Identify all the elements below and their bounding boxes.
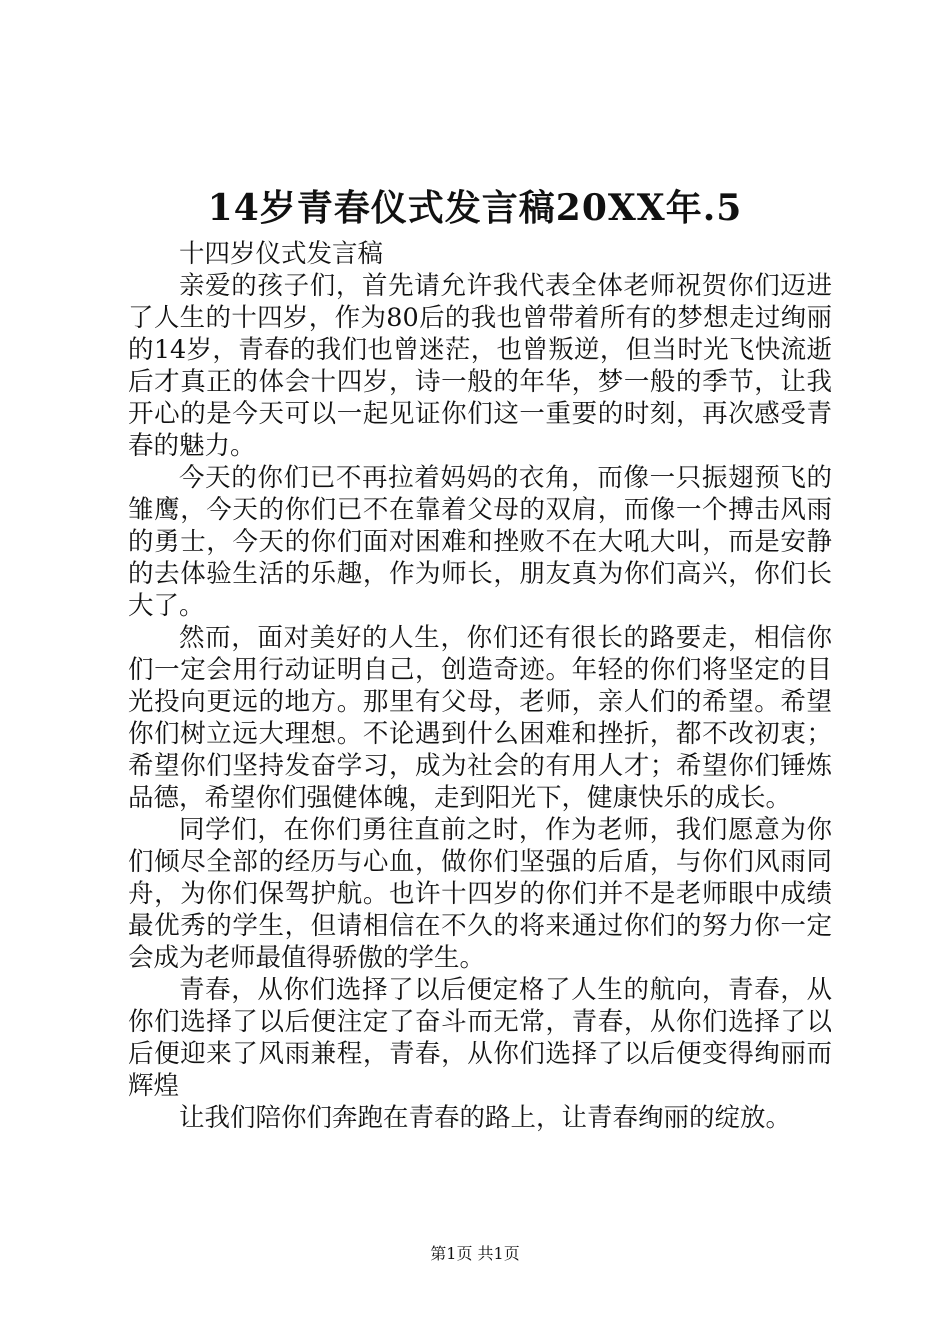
body-paragraph: 青春，从你们选择了以后便定格了人生的航向，青春，从你们选择了以后便注定了奋斗而无常，青春，从你们选择了以后便迎来了风雨兼程，青春，从你们选择了以后便变得绚丽而辉煌 (128, 975, 832, 1101)
document-body (128, 238, 832, 1134)
body-paragraph: 今天的你们已不再拉着妈妈的衣角，而像一只振翅预飞的雏鹰，今天的你们已不在靠着父母的双肩，而像一个搏击风雨的勇士，今天的你们面对困难和挫败不在大吼大叫，而是安静的去体验生活的乐趣，作为师长，朋友真为你们高兴，你们长大了。 (128, 463, 832, 621)
body-paragraph: 然而，面对美好的人生，你们还有很长的路要走，相信你们一定会用行动证明自己，创造奇迹。年轻的你们将坚定的目光投向更远的地方。那里有父母，老师，亲人们的希望。希望你们树立远大理想。不论遇到什么困难和挫折，都不改初衷；希望你们坚持发奋学习，成为社会的有用人才；希望你们锤炼品德，希望你们强健体魄，走到阳光下，健康快乐的成长。 (128, 623, 832, 813)
subtitle-paragraph: 十四岁仪式发言稿 (179, 239, 384, 269)
document-title: 14岁青春仪式发言稿20XX年.5 (207, 187, 743, 229)
body-paragraph: 亲爱的孩子们，首先请允许我代表全体老师祝贺你们迈进了人生的十四岁，作为80后的我也曾带着所有的梦想走过绚丽的14岁，青春的我们也曾迷茫，也曾叛逆，但当时光飞快流逝后才真正的体会十四岁，诗一般的年华，梦一般的季节，让我开心的是今天可以一起见证你们这一重要的时刻，再次感受青春的魅力。 (128, 271, 832, 461)
closing-paragraph: 让我们陪你们奔跑在青春的路上，让青春绚丽的绽放。 (179, 1103, 792, 1133)
body-paragraph: 同学们，在你们勇往直前之时，作为老师，我们愿意为你们倾尽全部的经历与心血，做你们坚强的后盾，与你们风雨同舟，为你们保驾护航。也许十四岁的你们并不是老师眼中成绩最优秀的学生，但请相信在不久的将来通过你们的努力你一定会成为老师最值得骄傲的学生。 (128, 815, 832, 973)
page-footer: 第1页 共1页 (430, 1244, 520, 1263)
